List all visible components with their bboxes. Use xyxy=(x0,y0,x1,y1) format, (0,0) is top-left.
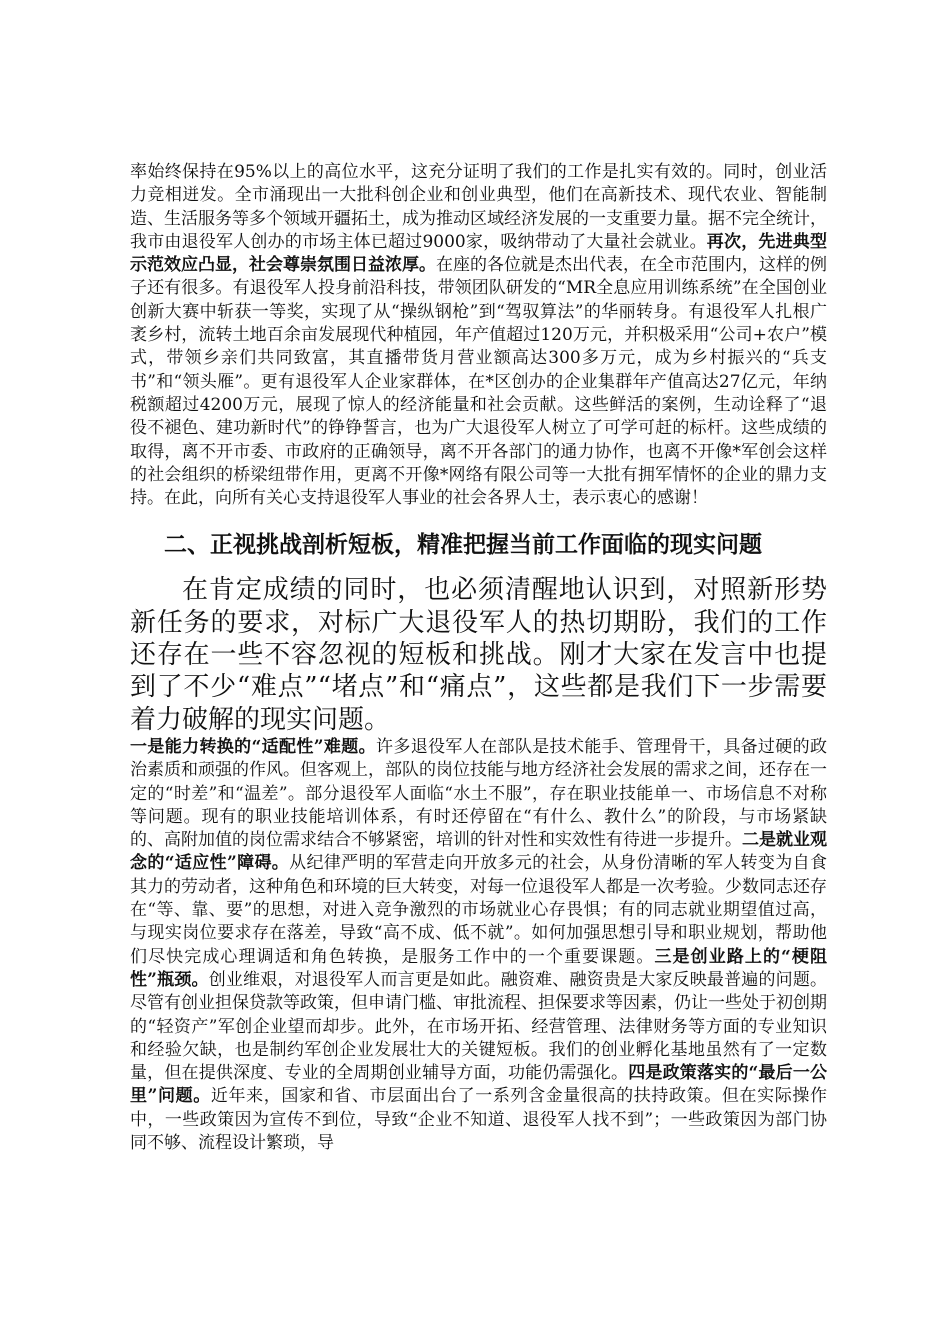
paragraph-text: 在座的各位就是杰出代表，在全市范围内，这样的例子还有很多。有退役军人投身前沿科技，带领团队研发的“MR全息应用训练系统”在全国创业创新大赛中斩获一等奖，实现了从“操纵钢枪”到“驾驭算法”的华丽转身。有退役军人扎根广袤乡村，流转土地百余亩发展现代种植园，年产值超过120万元，并积极采用“公司+农户”模式，带领乡亲们共同致富，其直播带货月营业额高达300多万元，成为乡村振兴的“兵支书”和“领头雁”。更有退役军人企业家群体，在*区创办的企业集群年产值高达27亿元，年纳税额超过4200万元，展现了惊人的经济能量和社会贡献。这些鲜活的案例，生动诠释了“退役不褪色、建功新时代”的铮铮誓言，也为广大退役军人树立了可学可赶的标杆。这些成绩的取得，离不开市委、市政府的正确领导，离不开各部门的通力协作，也离不开像*军创会这样的社会组织的桥梁纽带作用，更离不开像*网络有限公司等一大批有拥军情怀的企业的鼎力支持。在此，向所有关心支持退役军人事业的社会各界人士，表示衷心的感谢！ xyxy=(130,255,827,509)
section-heading: 二、正视挑战剖析短板，精准把握当前工作面临的现实问题 xyxy=(164,532,762,559)
emphasis-point-one: 一是能力转换的“适配性”难题。 xyxy=(130,736,376,757)
body-paragraph-challenges xyxy=(130,574,827,1155)
paragraph-text: 许多退役军人在部队是技术能手、管理骨干，具备过硬的政治素质和顽强的作风。但客观上，部队的岗位技能与地方经济社会发展的需求之间，还存在一定的“时差”和“温差”。部分退役军人面临“水土不服”，存在职业技能单一、市场信息不对称等问题。现有的职业技能培训体系，有时还停留在“有什么、教什么”的阶段，与市场紧缺的、高附加值的岗位需求结合不够紧密，培训的针对性和实效性有待进一步提升。 xyxy=(130,736,828,851)
large-intro-text: 在肯定成绩的同时，也必须清醒地认识到，对照新形势新任务的要求，对标广大退役军人的热切期盼，我们的工作还存在一些不容忽视的短板和挑战。刚才大家在发言中也提到了不少“难点”“堵点”和“痛点”，这些都是我们下一步需要着力破解的现实问题。 xyxy=(130,575,827,735)
paragraph-text: 率始终保持在95%以上的高位水平，这充分证明了我们的工作是扎实有效的。同时，创业活力竞相迸发。全市涌现出一大批科创企业和创业典型，他们在高新技术、现代农业、智能制造、生活服务等多个领域开疆拓土，成为推动区域经济发展的一支重要力量。据不完全统计，我市由退役军人创办的市场主体已超过9000家，吸纳带动了大量社会就业。 xyxy=(130,162,827,252)
paragraph-text: 从纪律严明的军营走向开放多元的社会，从身份清晰的军人转变为自食其力的劳动者，这种角色和环境的巨大转变，对每一位退役军人都是一次考验。少数同志还存在“等、靠、要”的思想，对进入竞争激烈的市场就业心存畏惧；有的同志就业期望值过高，与现实岗位要求存在落差，导致“高不成、低不就”。如何加强思想引导和职业规划，帮助他们尽快完成心理调适和角色转换，是服务工作中的一个重要课题。 xyxy=(130,853,827,967)
document-page xyxy=(130,161,827,1155)
emphasis-point-four: 四是政策落实的“最后一公里”问题。 xyxy=(130,1063,827,1107)
paragraph-text: 创业维艰，对退役军人而言更是如此。融资难、融资贵是大家反映最普遍的问题。尽管有创业担保贷款等政策，但申请门槛、审批流程、担保要求等因素，仍让一些处于初创期的“轻资产”军创企业望而却步。此外，在市场开拓、经营管理、法律财务等方面的专业知识和经验欠缺，也是制约军创企业发展壮大的关键短板。我们的创业孵化基地虽然有了一定数量，但在提供深度、专业的全周期创业辅导方面，功能仍需强化。 xyxy=(130,969,828,1084)
emphasis-text: 再次，先进典型示范效应凸显，社会尊崇氛围日益浓厚。 xyxy=(130,231,828,276)
body-paragraph-achievements xyxy=(130,161,827,510)
paragraph-text: 近年来，国家和省、市层面出台了一系列含金量很高的扶持政策。但在实际操作中，一些政策因为宣传不到位，导致“企业不知道、退役军人找不到”；一些政策因为部门协同不够、流程设计繁琐，导 xyxy=(130,1086,828,1153)
emphasis-point-three: 三是创业路上的“梗阻性”瓶颈。 xyxy=(130,946,828,990)
emphasis-point-two: 二是就业观念的“适应性”障碍。 xyxy=(130,830,827,874)
